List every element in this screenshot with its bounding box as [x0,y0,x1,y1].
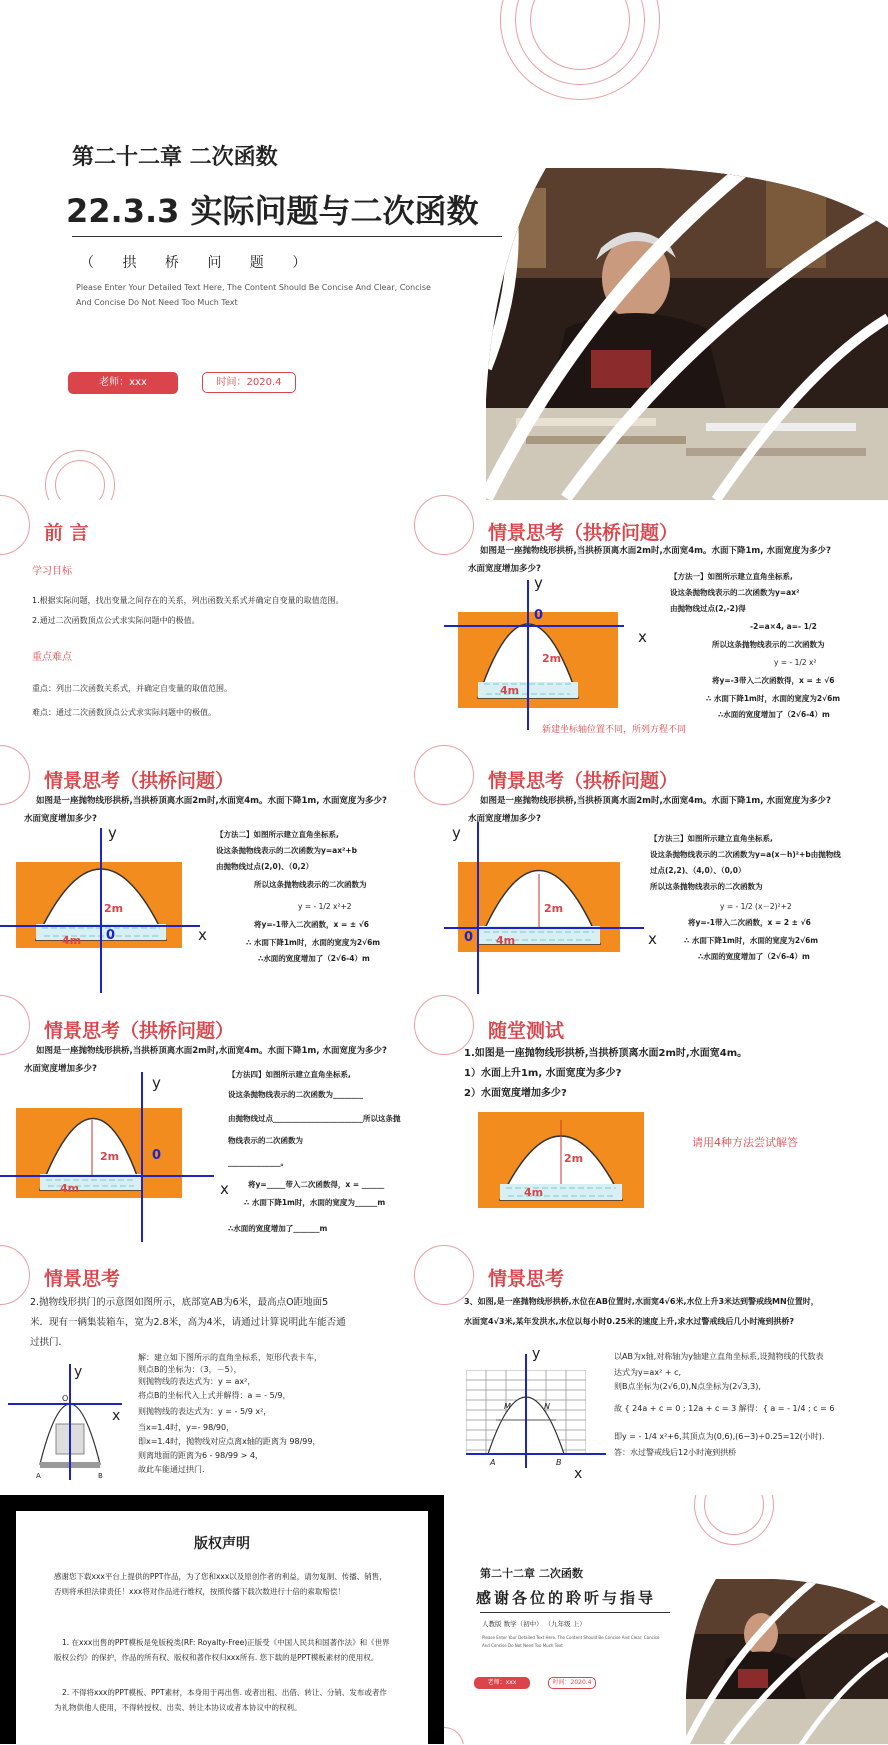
point-label: B [98,1472,103,1480]
axis-label: x [220,1180,229,1198]
description: And Concise Do Not Need Too Much Text [76,298,238,307]
slide-method2 [0,750,444,1000]
slide-title: 情景思考 [44,1268,121,1290]
point-label: N [544,1402,550,1411]
description: Please Enter Your Detailed Text Here, The Content Should Be Concise And Clear, Concise [76,283,431,292]
width-label: 4m [524,1186,544,1199]
page-title: 22.3.3 实际问题与二次函数 [66,192,479,230]
section-heading: 重点难点 [32,652,72,663]
note: 新建坐标轴位置不同，所列方程不同 [542,725,687,735]
axis-label: y [152,1074,161,1092]
solution-line: 答：水过警戒线后12小时淹到拱桥 [614,1448,737,1457]
solution-line: 所以这条抛物线表示的二次函数为 [712,640,825,649]
solution-line: ∴水面的宽度增加了（2√6-4）m [258,954,370,963]
copyright-paragraph: 2. 不得将xxx的PPT模板、PPT素材，本身用于再出售. 或者出租、出借、转让、分销、发布或者作为礼物供他人使用，不得转授权、出卖、转让本协议或者本协议中的权利。 [54,1688,387,1712]
chapter-title: 第二十二章 二次函数 [72,145,278,170]
cover-slide [0,0,888,500]
slide-quiz [444,1000,888,1250]
axis-label: y [74,1364,83,1380]
solution-line: 【方法一】如图所示建立直角坐标系, [670,572,793,581]
height-label: 2m [542,652,562,665]
solution-line: 故此车能通过拱门. [138,1465,205,1474]
solution-line: ∴ 水面下降1m时，水面的宽度为2√6m [684,936,819,945]
problem-line: 过拱门． [30,1337,69,1348]
ending-photo [686,1579,888,1744]
solution-line: 将y=-1带入二次函数，x = 2 ± √6 [688,918,811,927]
width-label: 4m [500,684,520,697]
problem-line: 3、如图,是一座抛物线形拱桥,水位在AB位置时,水面宽4√6米,水位上升3米达到警戒线MN位置时， [464,1297,819,1306]
origin-label: 0 [152,1148,162,1163]
solution-line: 过点(2,2)、（4,0）、（0,0） [650,866,746,875]
copyright-title: 版权声明 [194,1536,250,1552]
solution-line: 设这条抛物线表示的二次函数为y=ax²+b [216,846,358,855]
slide-ending [444,1495,888,1744]
question: 如图是一座抛物线形拱桥,当拱桥顶离水面2m时,水面宽4m。水面下降1m, 水面宽度为多少? [480,546,831,556]
slide-intro [0,500,444,750]
title-divider [72,236,502,237]
subtitle: （ 拱 桥 问 题 ） [80,255,319,271]
solution-line: 则抛物线的表达式为：y = - 5/9 x²， [138,1407,272,1416]
question: 水面宽度增加多少? [24,1064,97,1074]
solution-line: -2=a×4, a=- 1/2 [750,622,817,631]
hint: 请用4种方法尝试解答 [692,1136,798,1149]
solution-line: y = - 1/2 (x－2)²+2 [720,902,792,911]
point-label: M [504,1402,511,1411]
solution-line: 设这条抛物线表示的二次函数为y=ax² [670,588,800,597]
solution-line: ∴水面的宽度增加了_______m [228,1224,328,1233]
point-label: O [62,1394,69,1403]
slide-title: 前 言 [44,522,89,544]
solution-line: 则点B的坐标为：（3，－5）， [138,1365,242,1374]
question: 水面宽度增加多少? [468,564,541,574]
title-divider [480,1612,670,1613]
ending-title: 感谢各位的聆听与指导 [476,1589,657,1607]
solution-line: 所以这条抛物线表示的二次函数为 [650,882,763,891]
deco-ring [414,495,474,555]
solution-line: ∴水面的宽度增加了（2√6-4）m [698,952,810,961]
solution-line: 以AB为x轴,对称轴为y轴建立直角坐标系,设抛物线的代数表 [614,1352,824,1361]
section-heading: 学习目标 [32,566,72,577]
height-label: 2m [100,1150,120,1163]
deco-ring [0,745,30,805]
goal-item: 2.通过二次函数顶点公式求实际问题中的极值。 [32,616,200,625]
time-badge: 时间：2020.4 [202,372,296,393]
point-label: B [556,1458,562,1467]
copyright-panel [16,1511,428,1745]
deco-ring [0,995,30,1055]
solution-line: 物线表示的二次函数为 [228,1136,303,1145]
origin-label: 0 [464,930,474,945]
question: 水面宽度增加多少? [468,814,541,824]
chapter-title: 第二十二章 二次函数 [480,1567,583,1580]
slide-title: 情景思考（拱桥问题） [488,770,679,792]
question: 如图是一座抛物线形拱桥,当拱桥顶离水面2m时,水面宽4m。水面下降1m, 水面宽度为多少? [36,796,387,806]
slide-title: 随堂测试 [488,1020,565,1042]
solution-line: 即y = - 1/4 x²+6,其顶点为(0,6),(6−3)÷0.25=12(小时). [614,1432,825,1441]
width-label: 4m [60,1182,80,1195]
solution-line: 将y=-3带入二次函数得，x = ± √6 [712,676,835,685]
question: 水面宽度增加多少? [24,814,97,824]
solution-line: 设这条抛物线表示的二次函数为y=a(x－h)²+b由抛物线 [650,850,841,859]
width-label: 4m [62,934,82,947]
gate-diagram [8,1364,128,1484]
solution-line: 所以这条抛物线表示的二次函数为 [254,880,367,889]
axis-label: x [198,926,207,944]
slide-title: 情景思考（拱桥问题） [44,770,235,792]
solution-line: 则抛物线的表达式为：y = ax²， [138,1377,256,1386]
description: And Concise Do Not Need Too Much Text [482,1643,563,1648]
solution-line: 将点B的坐标代入上式并解得：a = - 5/9， [138,1391,291,1400]
axis-label: x [574,1466,583,1482]
solution-line: 由抛物线过点(2,0)、（0,2） [216,862,314,871]
solution-line: 则离地面的距离为6 - 98/99 > 4， [138,1451,263,1460]
solution-line: 由抛物线过点(2,-2)得 [670,604,746,613]
solution-line: 故 { 24a + c = 0 ; 12a + c = 3 解得：{ a = - 1/4 ; c = 6 [614,1404,835,1413]
problem-line: 水面宽4√3米,某年发洪水,水位以每小时0.25米的速度上升,求水过警戒线后几小时淹到拱桥? [464,1317,794,1326]
height-label: 2m [564,1152,584,1165]
cover-photo [486,168,888,500]
key-item: 重点：列出二次函数关系式，并确定自变量的取值范围。 [32,684,232,693]
deco-ring [0,495,30,555]
axis-label: y [452,824,461,842]
solution-line: ∴ 水面下降1m时，水面的宽度为______m [244,1198,386,1207]
solution-line: 设这条抛物线表示的二次函数为________ [228,1090,363,1099]
solution-line: 【方法三】如图所示建立直角坐标系, [650,834,773,843]
axis-label: x [112,1408,121,1424]
question: 1.如图是一座抛物线形拱桥,当拱桥顶离水面2m时,水面宽4m。 [464,1048,748,1059]
copyright-paragraph: 1. 在xxx出售的PPT模板是免版税类(RF: Royalty-Free)正版受《中国人民共和国著作法》和《世界版权公约》的保护，作品的所有权、版权和著作权归xxx所有. 您下载的是PPT模板素材的使用权。 [54,1638,390,1662]
slide-method4 [0,1000,444,1250]
axis-label: y [532,1346,541,1362]
question: 2）水面宽度增加多少? [464,1088,567,1099]
solution-line: ∴ 水面下降1m时，水面的宽度为2√6m [706,694,841,703]
deco-ring [0,1245,30,1305]
teacher-badge: 老师：xxx [474,1677,530,1689]
point-label: A [490,1458,496,1467]
origin-label: 0 [106,928,116,943]
deco-ring [444,1727,464,1744]
solution-line: 则B点坐标为(2√6,0),N点坐标为(2√3,3), [614,1382,761,1391]
solution-line: 将y=_____带入二次函数得，x = ______ [248,1180,385,1189]
slide-flood [444,1250,888,1500]
question: 如图是一座抛物线形拱桥,当拱桥顶离水面2m时,水面宽4m。水面下降1m, 水面宽度为多少? [480,796,831,806]
axis-label: x [638,628,647,646]
slide-title: 情景思考（拱桥问题） [44,1020,235,1042]
slide-gate [0,1250,444,1500]
solution-line: 达式为y=ax² + c, [614,1368,682,1377]
point-label: A [36,1472,41,1480]
axis-label: y [108,824,117,842]
axis-label: x [648,930,657,948]
edition-meta: 人教版 数学（初中） （九年级 上） [482,1620,586,1628]
solution-line: y = - 1/2 x² [774,658,817,667]
slide-method3 [444,750,888,1000]
solution-line: ∴水面的宽度增加了（2√6-4）m [718,710,830,719]
height-label: 2m [104,902,124,915]
bridge-diagram [466,1350,616,1470]
deco-ring [414,745,474,805]
solution-line: y = - 1/2 x²+2 [298,902,352,911]
time-badge: 时间：2020.4 [548,1677,596,1689]
height-label: 2m [544,902,564,915]
problem-line: 2.抛物线形拱门的示意图如图所示，底部宽AB为6米，最高点O距地面5 [30,1297,329,1308]
solution-line: 【方法四】如图所示建立直角坐标系, [228,1070,351,1079]
slide-title: 情景思考（拱桥问题） [488,522,679,544]
solution-line: ∴ 水面下降1m时，水面的宽度为2√6m [246,938,381,947]
description: Please Enter Your Detailed Text Here, The Content Should Be Concise And Clear, Concise [482,1635,660,1640]
origin-label: 0 [534,608,544,623]
goal-item: 1.根据实际问题，找出变量之间存在的关系，列出函数关系式并确定自变量的取值范围。 [32,596,344,605]
axis-label: y [534,574,543,592]
solution-line: 由抛物线过点________________________所以这条抛 [228,1114,401,1123]
solution-line: 解：建立如下图所示的直角坐标系，矩形代表卡车， [138,1353,322,1362]
key-item: 难点：通过二次函数顶点公式求实际问题中的极值。 [32,708,216,717]
question: 如图是一座抛物线形拱桥,当拱桥顶离水面2m时,水面宽4m。水面下降1m, 水面宽度为多少? [36,1046,387,1056]
solution-line: 即x=1.4时，抛物线对应点离x轴的距离为 98/99， [138,1437,321,1446]
question: 1）水面上升1m, 水面宽度为多少? [464,1068,622,1079]
arch-diagram [478,1112,648,1212]
slide-title: 情景思考 [488,1268,565,1290]
solution-line: ______________。 [228,1158,288,1167]
solution-line: 【方法二】如图所示建立直角坐标系, [216,830,339,839]
slide-method1 [444,500,888,750]
solution-line: 将y=-1带入二次函数，x = ± √6 [254,920,369,929]
problem-line: 米．现有一辆集装箱车，宽为2.8米，高为4米，请通过计算说明此车能否通 [30,1317,346,1328]
width-label: 4m [496,934,516,947]
copyright-paragraph: 感谢您下载xxx平台上提供的PPT作品，为了您和xxx以及原创作者的利益，请勿复制、传播、销售，否则将承担法律责任！xxx将对作品进行维权，按照传播下载次数进行十倍的索取赔偿！ [54,1572,387,1596]
slide-copyright [0,1495,444,1744]
teacher-badge: 老师：xxx [68,372,178,394]
solution-line: 当x=1.4时，y=- 98/90， [138,1423,235,1432]
